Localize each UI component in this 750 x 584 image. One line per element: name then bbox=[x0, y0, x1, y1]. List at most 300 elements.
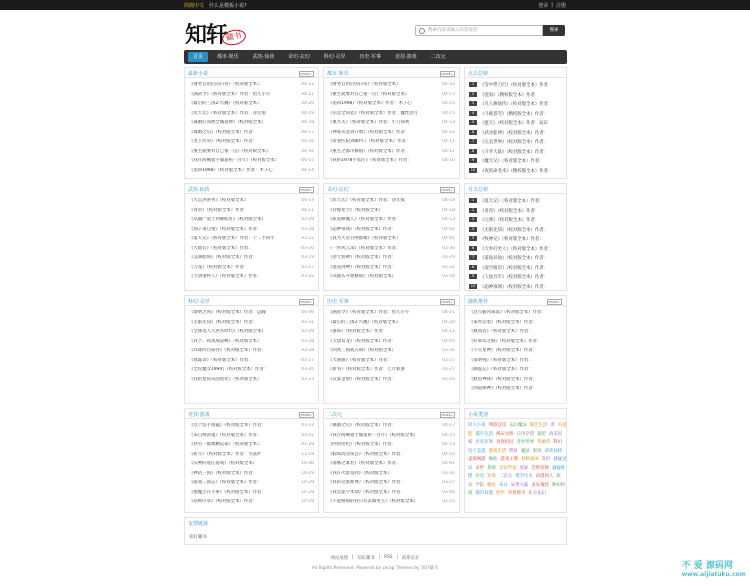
list-item[interactable] bbox=[328, 198, 455, 204]
book-title-link[interactable]: 《龙王传说》（校对版全本）作者： bbox=[189, 139, 258, 144]
list-item[interactable] bbox=[189, 82, 314, 88]
book-title-link[interactable]: 《大唐诸将人》（校对版全本）作者： bbox=[189, 274, 262, 279]
rank-badge: 8 bbox=[469, 149, 477, 154]
category-tag[interactable]: 明星 bbox=[509, 448, 518, 454]
category-tag[interactable]: 奇 bbox=[550, 423, 555, 428]
list-item[interactable] bbox=[189, 480, 314, 486]
list-item[interactable] bbox=[189, 255, 314, 261]
login-link[interactable]: 登录 bbox=[538, 3, 549, 9]
book-title-link[interactable]: 《道诡异仙》（校对版全本）作者： bbox=[480, 256, 549, 261]
list-item[interactable] bbox=[328, 208, 455, 214]
more-button[interactable]: MORE+ bbox=[441, 300, 453, 304]
list-item[interactable] bbox=[328, 101, 455, 107]
list-item[interactable] bbox=[328, 217, 455, 223]
category-tag[interactable]: 清末民初 bbox=[468, 431, 563, 445]
footer-rss-link[interactable]: RSS bbox=[384, 555, 393, 560]
category-tag[interactable]: 迪吧 bbox=[537, 431, 546, 437]
list-item[interactable] bbox=[189, 377, 314, 383]
list-item[interactable] bbox=[469, 101, 562, 107]
book-title-link[interactable]: 《离婚之后》（校对版全本）作者： bbox=[328, 423, 397, 428]
list-item[interactable] bbox=[189, 433, 314, 439]
book-title-link[interactable]: 《无限先知》（校对版全本）作者： bbox=[189, 319, 258, 325]
book-title-link[interactable]: 《大荒洪系列》（校对版全本） bbox=[189, 198, 249, 203]
more-button[interactable]: MORE+ bbox=[300, 300, 312, 304]
list-item[interactable] bbox=[328, 423, 455, 429]
book-title-link[interactable]: 《我于、夜夜成道啊》（校对版全本） bbox=[189, 338, 262, 344]
book-title-link[interactable]: 《财务自由后的日常》（校对版全本） bbox=[328, 82, 401, 87]
list-item[interactable] bbox=[328, 246, 455, 252]
list-item[interactable] bbox=[469, 265, 562, 271]
book-title-link[interactable]: 《一世风云录》（校对版全本）作者： bbox=[328, 245, 401, 251]
book-title-link[interactable]: 《沧海》（精校版全本）作者： bbox=[480, 92, 540, 98]
more-button[interactable]: MORE+ bbox=[548, 300, 560, 304]
book-title-link[interactable]: 《带着医院到80年》（校对版全本）作者： bbox=[328, 139, 411, 144]
list-item[interactable] bbox=[328, 480, 455, 486]
book-title-link[interactable]: 《来自师的鬼》（校对版全本）作者： bbox=[189, 432, 262, 438]
book-title-link[interactable]: 《全球进入大洪水时代》（校对版全本） bbox=[189, 329, 266, 334]
simplified-traditional-link[interactable]: 简簡中文 bbox=[184, 3, 205, 9]
list-item[interactable] bbox=[469, 377, 562, 383]
list-item[interactable] bbox=[469, 310, 562, 316]
book-title-link[interactable]: 《从僵尸道士到修仙者》（校对版全本） bbox=[189, 217, 266, 222]
book-title-link[interactable]: 《最后的三国2:兴魏》（校对版全本） bbox=[328, 319, 401, 325]
book-title-link[interactable]: 《修真者》（校对版全本）作者： bbox=[469, 329, 533, 334]
book-title-link[interactable]: 《我在海贼猎手做道祖一百年》（校对版全本） bbox=[189, 158, 280, 163]
list-item[interactable] bbox=[469, 217, 562, 223]
book-title-link[interactable]: 《大唐双龙》（校对版全本）作者： bbox=[328, 338, 397, 344]
category-tag[interactable]: 关超能 bbox=[468, 423, 567, 437]
list-item[interactable] bbox=[469, 246, 562, 252]
book-title-link[interactable]: 《我的星际乐园进化》（校对版全本） bbox=[189, 376, 262, 382]
book-title-link[interactable]: 《南明残》（校对版全本）作者： bbox=[469, 357, 533, 363]
nav-item[interactable]: 竞技·游戏 bbox=[394, 54, 417, 60]
book-title-link[interactable]: 《重九关》（校对版全本）作者：小刀锋利 bbox=[328, 120, 410, 125]
update-date: 04-14 bbox=[301, 167, 314, 173]
list-item[interactable] bbox=[328, 236, 455, 242]
footer-copyright: All Rights Reserved. Powered by zxcsg Themes by 知轩藏书 bbox=[311, 566, 439, 571]
category-tag[interactable]: 末日 bbox=[499, 482, 508, 488]
book-title-link[interactable]: 《完美世界》（校对版全本）作者： bbox=[480, 140, 549, 145]
book-title-link[interactable]: 《过鸟捕食部落》（校对版全本）作者： bbox=[469, 310, 546, 315]
list-item[interactable] bbox=[189, 310, 314, 316]
update-date: 03-27 bbox=[442, 357, 455, 363]
book-title-link[interactable]: 《斗罗大陆》（校对版全本）作者： bbox=[480, 149, 549, 155]
more-button[interactable]: MORE+ bbox=[441, 188, 453, 192]
category-tag[interactable]: 游戏主播 bbox=[500, 457, 518, 462]
category-tag[interactable]: 异世大陆 bbox=[510, 482, 529, 488]
list-item[interactable] bbox=[328, 92, 455, 98]
list-item[interactable] bbox=[469, 329, 562, 335]
list-item[interactable] bbox=[328, 120, 455, 126]
nav-item[interactable]: 奇幻·玄幻 bbox=[288, 54, 310, 60]
list-item[interactable] bbox=[469, 82, 562, 88]
book-title-link[interactable]: 《我在火影签到》（校对版全本） bbox=[328, 470, 392, 476]
list-item[interactable] bbox=[189, 227, 314, 233]
update-date: 04-16 bbox=[301, 139, 314, 144]
list-item[interactable] bbox=[328, 82, 455, 88]
list-item[interactable] bbox=[328, 265, 455, 271]
list-item[interactable] bbox=[189, 130, 314, 136]
list-item[interactable] bbox=[189, 274, 314, 280]
list-item[interactable] bbox=[189, 101, 314, 107]
nav-item[interactable]: 科幻·灵异 bbox=[323, 54, 346, 60]
footer-contact-link[interactable]: 联系站长 bbox=[402, 556, 420, 561]
list-item[interactable] bbox=[189, 442, 314, 448]
list-item[interactable] bbox=[189, 320, 314, 326]
list-item[interactable] bbox=[469, 358, 562, 364]
list-item[interactable] bbox=[328, 499, 455, 505]
category-tag[interactable]: 电子竞技 bbox=[468, 448, 486, 454]
book-title-link[interactable]: 《吞噬星空》（校对版全本） bbox=[328, 207, 383, 213]
book-title-link[interactable]: 《夜的命名术》（精校版全本）作者： bbox=[480, 168, 553, 174]
category-tag[interactable]: 奇幻 bbox=[541, 457, 551, 462]
category-tag[interactable]: 悬疑推理 bbox=[468, 465, 566, 479]
category-tag[interactable]: 奇妙世界 bbox=[516, 440, 535, 445]
list-item[interactable] bbox=[469, 198, 562, 204]
search-input[interactable] bbox=[415, 25, 543, 36]
category-tag[interactable]: 青春都市 bbox=[507, 491, 526, 496]
book-title-link[interactable]: 《魔天记》（校对版全本）作者： bbox=[480, 159, 544, 164]
book-title-link[interactable]: 《无限先知》（校对版全本）作者： bbox=[480, 227, 549, 233]
list-item[interactable] bbox=[189, 92, 314, 98]
list-item[interactable] bbox=[189, 367, 314, 373]
nav-item[interactable]: 历史·军事 bbox=[359, 54, 381, 60]
book-title-link[interactable]: 《斩月》（校对版全本）作者：失落叶 bbox=[189, 451, 262, 457]
list-item[interactable] bbox=[469, 348, 562, 354]
book-title-link[interactable]: 《深空彼岸》（校对版全本）作者： bbox=[480, 265, 549, 271]
book-title-link[interactable]: 《大奉打更人》（校对版全本）作者： bbox=[480, 246, 553, 252]
nav-item[interactable]: 二次元 bbox=[430, 54, 446, 60]
list-item[interactable] bbox=[469, 367, 562, 373]
book-title-link[interactable]: 《汉家金册》（校对版全本）作者： bbox=[328, 376, 397, 382]
book-title-link[interactable]: 《这个选手很猛》（校对版全本）作者： bbox=[189, 423, 266, 428]
book-title-link[interactable]: 《斩道修魔人》（校对版全本）作者： bbox=[328, 217, 401, 222]
category-tag[interactable]: 科幻 bbox=[553, 440, 563, 445]
list-item[interactable] bbox=[328, 320, 455, 326]
list-item[interactable] bbox=[328, 274, 455, 280]
book-title-link[interactable]: 《阿哈哈哈》（校对版全本）作者： bbox=[328, 442, 397, 447]
book-title-link[interactable]: 《最后的三国2:兴魏》（校对版全本） bbox=[189, 101, 262, 106]
list-item[interactable] bbox=[189, 348, 314, 354]
book-title-link[interactable]: 《次神的迷茫游戏》（校对版全本） bbox=[189, 461, 258, 466]
book-title-link[interactable]: 《大商驸》（校对版全本）作者： bbox=[328, 357, 392, 363]
book-title-link[interactable]: 《寒霜录》（校对版全本）作者： bbox=[189, 357, 253, 363]
category-tag[interactable]: 嗨皮 bbox=[487, 482, 496, 488]
nav-item[interactable]: 武侠·仙侠 bbox=[252, 54, 275, 60]
footer-home-link[interactable]: 知轩藏书 bbox=[357, 556, 375, 561]
category-tag[interactable]: 英雄传 bbox=[537, 440, 551, 445]
logo-seal: 藏书 bbox=[221, 28, 248, 48]
list-item[interactable] bbox=[469, 236, 562, 242]
category-tag[interactable]: 历史军事 bbox=[475, 440, 493, 445]
list-item[interactable] bbox=[328, 111, 455, 117]
list-item[interactable] bbox=[189, 111, 314, 117]
list-item[interactable] bbox=[189, 490, 314, 496]
list-item[interactable] bbox=[328, 158, 455, 164]
book-title-link[interactable]: 《刀笼》（校对版全本）作者： bbox=[189, 264, 249, 270]
book-title-link[interactable]: 《追回1998》（校对版全本）作者：木子心 bbox=[328, 101, 412, 106]
book-title-link[interactable]: 《游戏三国志》（校对版全本）作者： bbox=[189, 480, 262, 485]
list-item[interactable] bbox=[469, 227, 562, 233]
book-title-link[interactable]: 《青帝》（校对版全本）作者： bbox=[189, 207, 249, 213]
book-title-link[interactable]: 《我为天帝召唤群雄》（校对版全本） bbox=[328, 236, 401, 241]
category-tag[interactable]: 春秋战国 bbox=[520, 457, 539, 462]
category-tag[interactable]: 架空历史 bbox=[515, 474, 533, 479]
more-button[interactable]: MORE+ bbox=[300, 413, 312, 417]
category-tag[interactable]: 灵异鬼怪 bbox=[531, 482, 549, 488]
book-title-link[interactable]: 《我是虚空术仙》（校对版全本）作者： bbox=[328, 489, 405, 495]
list-item[interactable] bbox=[328, 339, 455, 345]
category-tag[interactable]: 二次元 bbox=[499, 474, 513, 479]
category-tag[interactable]: 恐怖惊悚 bbox=[531, 465, 549, 471]
book-title-link[interactable]: 《我有一群地精玩家》（校对版全本） bbox=[189, 442, 262, 447]
list-item[interactable] bbox=[328, 442, 455, 448]
book-title-link[interactable]: 《神话三国》（校对版全本）作者： bbox=[189, 470, 258, 476]
category-tag[interactable]: 武侠仙侠 bbox=[544, 448, 563, 454]
book-title-link[interactable]: 《伏天氏》（校对版全本）作者：净无痕 bbox=[189, 110, 266, 116]
list-item[interactable] bbox=[189, 158, 314, 164]
book-title-link[interactable]: 《超神领域》（校对版全本）作者： bbox=[480, 284, 549, 290]
book-title-link[interactable]: 《家吐忍着》（校对版全本）作者： bbox=[469, 319, 538, 325]
book-title-link[interactable]: 《我在海贼猎手做道祖一百年》（校对版全本） bbox=[328, 432, 419, 438]
book-title-link[interactable]: 《牧神记》（校对版全本）作者： bbox=[480, 237, 544, 242]
list-item[interactable] bbox=[469, 149, 562, 155]
list-item[interactable] bbox=[189, 499, 314, 505]
list-item[interactable] bbox=[189, 461, 314, 467]
more-button[interactable]: MORE+ bbox=[300, 72, 312, 76]
list-item[interactable] bbox=[328, 255, 455, 261]
category-tag[interactable]: 游戏生活 bbox=[488, 448, 507, 454]
book-title-link[interactable]: 《重生之都市修仙》（校对版全本）作者： bbox=[328, 148, 410, 154]
book-title-link[interactable]: 《画诡记》（校对版全本）作者： bbox=[469, 367, 533, 372]
category-tag[interactable]: 魔法 bbox=[520, 448, 530, 454]
list-item[interactable] bbox=[189, 120, 314, 126]
book-title-link[interactable]: 《全民魔女1994》（校对版全本）作者： bbox=[189, 367, 269, 372]
rank-badge: 10 bbox=[470, 167, 476, 172]
list-item[interactable] bbox=[328, 490, 455, 496]
book-title-link[interactable]: 《落天记》（校对版全本）作者： bbox=[480, 199, 544, 204]
book-title-link[interactable]: 《满武令》（校对版全本）作者：鱼儿小小 bbox=[328, 310, 410, 315]
category-tag[interactable]: 演艺生活 bbox=[529, 423, 548, 428]
category-tag[interactable]: 都市生活 bbox=[475, 431, 493, 437]
list-item[interactable] bbox=[328, 377, 455, 383]
list-item[interactable] bbox=[328, 227, 455, 233]
list-item[interactable] bbox=[469, 130, 562, 136]
category-tag[interactable]: 官宦世家 bbox=[499, 465, 517, 471]
book-title-link[interactable]: 《大仙官》（校对版全本）作者： bbox=[189, 245, 253, 251]
list-item[interactable] bbox=[469, 284, 562, 290]
nav-item[interactable]: 都市·娱乐 bbox=[217, 54, 239, 60]
update-date: 04-06 bbox=[301, 310, 314, 315]
book-title-link[interactable]: 《追回1998》（校对版全本）作者：木子心 bbox=[189, 167, 273, 173]
list-item[interactable] bbox=[189, 358, 314, 364]
book-title-link[interactable]: 《神豪从签到开始》（校对版全本）作者： bbox=[328, 129, 410, 135]
list-item[interactable] bbox=[189, 471, 314, 477]
footer-sitemap-link[interactable]: 网站地图 bbox=[330, 556, 348, 561]
book-title-link[interactable]: 《人仙百年》（校对版全本）作者： bbox=[480, 275, 549, 280]
book-title-link[interactable]: 《武动乾坤》（校对版全本）作者： bbox=[480, 130, 549, 136]
list-item[interactable] bbox=[189, 329, 314, 335]
list-item[interactable] bbox=[189, 198, 314, 204]
book-title-link[interactable]: 《重生就要对自己狠一点》（校对版全本） bbox=[189, 148, 271, 154]
category-tag[interactable]: 悬疑灵异 bbox=[468, 457, 567, 471]
list-item[interactable] bbox=[328, 149, 455, 155]
category-tag[interactable]: 娱乐 bbox=[468, 474, 561, 488]
rank-badge: 4 bbox=[469, 227, 477, 232]
book-title-link[interactable]: 《斗破苍穹》（精校版全本）作者： bbox=[480, 111, 549, 117]
list-item[interactable] bbox=[189, 265, 314, 271]
book-title-link[interactable]: 《不能修仙的我只有去做男主》（校对版全本） bbox=[328, 499, 419, 504]
watermark-title: 不 爱 源码网 bbox=[681, 561, 733, 571]
list-item[interactable] bbox=[328, 461, 455, 467]
book-title-link[interactable]: 《重生就要对自己狠一点》（校对版全本） bbox=[328, 91, 410, 97]
update-date: 04-10 bbox=[442, 451, 455, 457]
book-title-link[interactable]: 《遮天》（校对版全本）作者：辰东 bbox=[480, 121, 549, 126]
category-tag[interactable]: 日用杂货 bbox=[516, 431, 535, 437]
book-title-link[interactable]: 《青帝》（校对版全本）作者： bbox=[480, 208, 540, 214]
category-tag[interactable]: 系统 bbox=[487, 465, 496, 471]
update-date: 03-06 bbox=[442, 489, 455, 495]
list-item[interactable] bbox=[189, 208, 314, 214]
list-item[interactable] bbox=[189, 139, 314, 145]
list-item[interactable] bbox=[469, 386, 562, 392]
list-item[interactable] bbox=[189, 236, 314, 242]
book-title-link[interactable]: 《法师序章》（校对版全本）作者： bbox=[189, 499, 258, 504]
more-button[interactable]: MORE+ bbox=[300, 188, 312, 192]
book-title-link[interactable]: 《雪中悍刀行》（校对版全本）作者： bbox=[480, 83, 553, 88]
category-tag[interactable]: 职场 bbox=[532, 448, 542, 454]
book-title-link[interactable]: 《仙子请自重》（校对版全本）作者： bbox=[189, 226, 262, 232]
book-title-link[interactable]: 《混沌剑神》（校对版全本）作者： bbox=[328, 264, 397, 270]
update-date: 03-28 bbox=[301, 338, 314, 344]
book-title-link[interactable]: 《满武令》（校对版全本）作者：鱼儿小小 bbox=[189, 91, 271, 97]
list-item[interactable] bbox=[189, 217, 314, 223]
book-title-link[interactable]: 《凡人修仙传》（校对版全本）作者： bbox=[480, 102, 553, 107]
category-tag[interactable]: 机甲 bbox=[495, 491, 505, 496]
update-date: 03-28 bbox=[301, 226, 314, 232]
book-title-link[interactable]: 《元尊》（校对版全本）作者： bbox=[480, 218, 540, 223]
list-item[interactable] bbox=[469, 208, 562, 214]
list-item[interactable] bbox=[469, 139, 562, 145]
book-title-link[interactable]: 《伏天氏》（校对版全本）作者：净无痕 bbox=[328, 198, 405, 203]
category-tag[interactable]: 修仙 bbox=[488, 457, 498, 462]
list-item[interactable] bbox=[469, 120, 562, 126]
list-item[interactable] bbox=[189, 423, 314, 429]
book-title-link[interactable]: 《好莱坞之路》（校对版全本）作者： bbox=[469, 338, 542, 344]
register-link[interactable]: 注册 bbox=[555, 3, 566, 9]
list-item[interactable] bbox=[328, 452, 455, 458]
list-item[interactable] bbox=[469, 339, 562, 345]
rank-badge: 9 bbox=[469, 274, 477, 279]
category-tag[interactable]: 两宋元明 bbox=[495, 431, 514, 437]
list-item[interactable] bbox=[469, 168, 562, 174]
book-title-link[interactable]: 《回到三国战五胡》（校对版全本） bbox=[328, 348, 397, 353]
book-title-link[interactable]: 《黎明之剑》（校对版全本）作者：远瞳 bbox=[189, 310, 266, 315]
list-item[interactable] bbox=[328, 139, 455, 145]
list-item[interactable] bbox=[328, 471, 455, 477]
book-title-link[interactable]: 《逆天邪神》（校对版全本）作者： bbox=[328, 255, 397, 260]
book-title-link[interactable]: 《落天记》（校对版全本）作者：十二予荷牛 bbox=[189, 236, 275, 241]
panel-title: 竞技·游戏 bbox=[188, 412, 210, 418]
site-logo[interactable] bbox=[185, 18, 245, 48]
nav-item[interactable]: 首页 bbox=[188, 52, 208, 62]
category-tag[interactable]: 种田经商 bbox=[468, 482, 566, 496]
list-item[interactable] bbox=[328, 367, 455, 373]
book-title-link[interactable]: 《嘉靖》（校对版全本）作者： bbox=[328, 329, 388, 334]
list-item[interactable] bbox=[189, 149, 314, 155]
book-title-link[interactable]: 《海贼之暴君》（校对版全本）作者： bbox=[328, 461, 401, 466]
more-button[interactable]: MORE+ bbox=[441, 413, 453, 417]
book-title-link[interactable]: 《假如高达误会》（校对版全本）作者： bbox=[328, 451, 405, 457]
list-item[interactable] bbox=[328, 358, 455, 364]
list-item[interactable] bbox=[189, 246, 314, 252]
category-tag[interactable]: 历史 bbox=[475, 474, 485, 479]
more-button[interactable]: MORE+ bbox=[441, 72, 453, 76]
book-title-link[interactable]: 《我的1978小农庄》（校对版全本）作者： bbox=[328, 158, 412, 163]
rank-badge: 6 bbox=[469, 246, 477, 251]
list-item[interactable] bbox=[328, 310, 455, 316]
book-title-link[interactable]: 《财务自由后的日常》（校对版全本） bbox=[189, 82, 262, 87]
category-tag[interactable]: 末世 bbox=[475, 465, 485, 471]
list-item[interactable] bbox=[469, 92, 562, 98]
list-item[interactable] bbox=[469, 111, 562, 117]
category-tag[interactable]: 玄幻魔法 bbox=[509, 423, 527, 428]
search-button[interactable]: 搜索 bbox=[543, 25, 565, 36]
book-title-link[interactable]: 《新书》（校对版全本）作者：七月新番 bbox=[328, 367, 405, 372]
list-item[interactable] bbox=[469, 320, 562, 326]
friend-link[interactable]: 知轩藏书 bbox=[189, 535, 207, 540]
book-title-link[interactable]: 《剑道修神》（校对版全本）作者： bbox=[469, 386, 538, 391]
category-tag[interactable]: 动漫同人 bbox=[535, 474, 554, 479]
book-title-link[interactable]: 《不灭星神》（校对版全本）作者： bbox=[469, 348, 538, 353]
list-item[interactable] bbox=[189, 452, 314, 458]
category-tag[interactable]: 虚拟网游 bbox=[468, 457, 486, 462]
book-title-link[interactable]: 《从捕头开始修仙》（校对版全本） bbox=[328, 274, 397, 279]
book-title-link[interactable]: 《离婚之后》（校对版全本）作者： bbox=[189, 129, 258, 135]
category-tag[interactable]: 东方玄幻 bbox=[528, 491, 546, 496]
book-title-link[interactable]: 《我的反派师尊》（校对版全本）作者： bbox=[328, 480, 405, 485]
list-item[interactable] bbox=[328, 329, 455, 335]
book-title-link[interactable]: 《离婚后我被全城追捧》（校对版全本） bbox=[189, 120, 266, 125]
book-title-link[interactable]: 《美洲仙域》（校对版全本）作者： bbox=[189, 255, 258, 260]
book-title-link[interactable]: 《默鱼神锋》（校对版全本）作者： bbox=[469, 376, 538, 382]
category-tag[interactable]: 同人小说 bbox=[468, 423, 486, 428]
rank-badge: 2 bbox=[469, 208, 477, 213]
category-tag[interactable]: 军事 bbox=[487, 474, 496, 479]
category-tag[interactable]: 青春校园 bbox=[495, 440, 514, 445]
category-tag[interactable]: 星际 bbox=[519, 465, 529, 471]
list-item[interactable] bbox=[189, 168, 314, 174]
list-item[interactable] bbox=[469, 274, 562, 280]
book-title-link[interactable]: 《超神领域》（校对版全本）作者： bbox=[328, 226, 397, 232]
category-tag[interactable]: 网游竞技 bbox=[488, 423, 507, 428]
category-tag[interactable]: 都市异能 bbox=[475, 491, 493, 496]
book-title-link[interactable]: 《信息全知者》（校对版全本）作者：魔性沧月 bbox=[328, 110, 419, 116]
list-item[interactable] bbox=[328, 348, 455, 354]
book-title-link[interactable]: 《环球四目谜谷》（校对版全本）作者： bbox=[189, 348, 266, 353]
category-tag[interactable]: 学院 bbox=[475, 482, 485, 488]
what-is-template-link[interactable]: 什么是模板小说? bbox=[209, 3, 247, 9]
book-title-link[interactable]: 《德魔烹饪手册》（校对版全本）作者： bbox=[189, 489, 266, 495]
list-item[interactable] bbox=[469, 255, 562, 261]
list-item[interactable] bbox=[328, 433, 455, 439]
list-item[interactable] bbox=[189, 339, 314, 345]
panel-title: 历史·军事 bbox=[327, 299, 349, 305]
list-item[interactable] bbox=[469, 158, 562, 164]
list-item[interactable] bbox=[328, 130, 455, 136]
rank-badge: 7 bbox=[469, 139, 477, 144]
panel-7 bbox=[184, 295, 319, 404]
